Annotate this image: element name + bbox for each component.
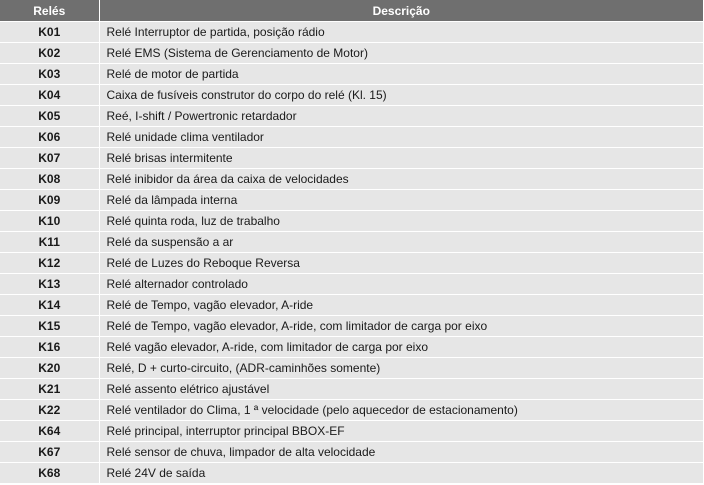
relay-description: Relé da lâmpada interna [99,190,703,211]
table-row [0,43,703,64]
table-row [0,232,703,253]
table-row [0,274,703,295]
relay-description: Relé brisas intermitente [99,148,703,169]
relay-description: Relé da suspensão a ar [99,232,703,253]
relay-code: K64 [0,421,99,442]
table-row [0,337,703,358]
relay-code: K16 [0,337,99,358]
relay-code: K03 [0,64,99,85]
table-row [0,463,703,484]
table-row [0,127,703,148]
relay-code: K05 [0,106,99,127]
table-row [0,106,703,127]
relay-code: K10 [0,211,99,232]
relay-code: K09 [0,190,99,211]
table-row [0,85,703,106]
relay-description: Relé Interruptor de partida, posição rádio [99,22,703,43]
table-row [0,169,703,190]
table-row [0,358,703,379]
relay-code: K21 [0,379,99,400]
relay-description: Relé inibidor da área da caixa de velocidades [99,169,703,190]
relay-code: K22 [0,400,99,421]
relay-code: K14 [0,295,99,316]
relay-code: K20 [0,358,99,379]
relay-description: Relé ventilador do Clima, 1 ª velocidade (pelo aquecedor de estacionamento) [99,400,703,421]
table-row [0,421,703,442]
relay-description: Relé de Luzes do Reboque Reversa [99,253,703,274]
relay-description: Relé de Tempo, vagão elevador, A-ride, com limitador de carga por eixo [99,316,703,337]
relay-code: K13 [0,274,99,295]
relay-code: K67 [0,442,99,463]
table-row [0,379,703,400]
table-row [0,253,703,274]
table-row [0,190,703,211]
table-row [0,295,703,316]
header-row [0,0,703,22]
relay-code: K07 [0,148,99,169]
relay-description: Caixa de fusíveis construtor do corpo do relé (Kl. 15) [99,85,703,106]
relay-description: Reé, I-shift / Powertronic retardador [99,106,703,127]
relay-code: K12 [0,253,99,274]
relay-description: Relé alternador controlado [99,274,703,295]
table-row [0,316,703,337]
relay-code: K06 [0,127,99,148]
table-header [0,0,703,22]
table-row [0,211,703,232]
relay-description: Relé de Tempo, vagão elevador, A-ride [99,295,703,316]
relay-description: Relé assento elétrico ajustável [99,379,703,400]
table-row [0,400,703,421]
relay-description: Relé sensor de chuva, limpador de alta velocidade [99,442,703,463]
relay-code: K68 [0,463,99,484]
relay-description: Relé unidade clima ventilador [99,127,703,148]
relay-description: Relé, D + curto-circuito, (ADR-caminhões somente) [99,358,703,379]
relay-code: K02 [0,43,99,64]
relay-description: Relé quinta roda, luz de trabalho [99,211,703,232]
table-row [0,442,703,463]
relay-code: K08 [0,169,99,190]
relay-description: Relé principal, interruptor principal BBOX-EF [99,421,703,442]
table-row [0,64,703,85]
relay-description: Relé EMS (Sistema de Gerenciamento de Motor) [99,43,703,64]
relay-code: K11 [0,232,99,253]
relay-code: K04 [0,85,99,106]
header-description: Descrição [99,0,703,22]
table-row [0,22,703,43]
header-code: Relés [0,0,99,22]
relay-description: Relé 24V de saída [99,463,703,484]
relay-code: K01 [0,22,99,43]
relay-description: Relé vagão elevador, A-ride, com limitador de carga por eixo [99,337,703,358]
table-row [0,148,703,169]
relay-code: K15 [0,316,99,337]
table-body [0,22,703,484]
relay-description: Relé de motor de partida [99,64,703,85]
